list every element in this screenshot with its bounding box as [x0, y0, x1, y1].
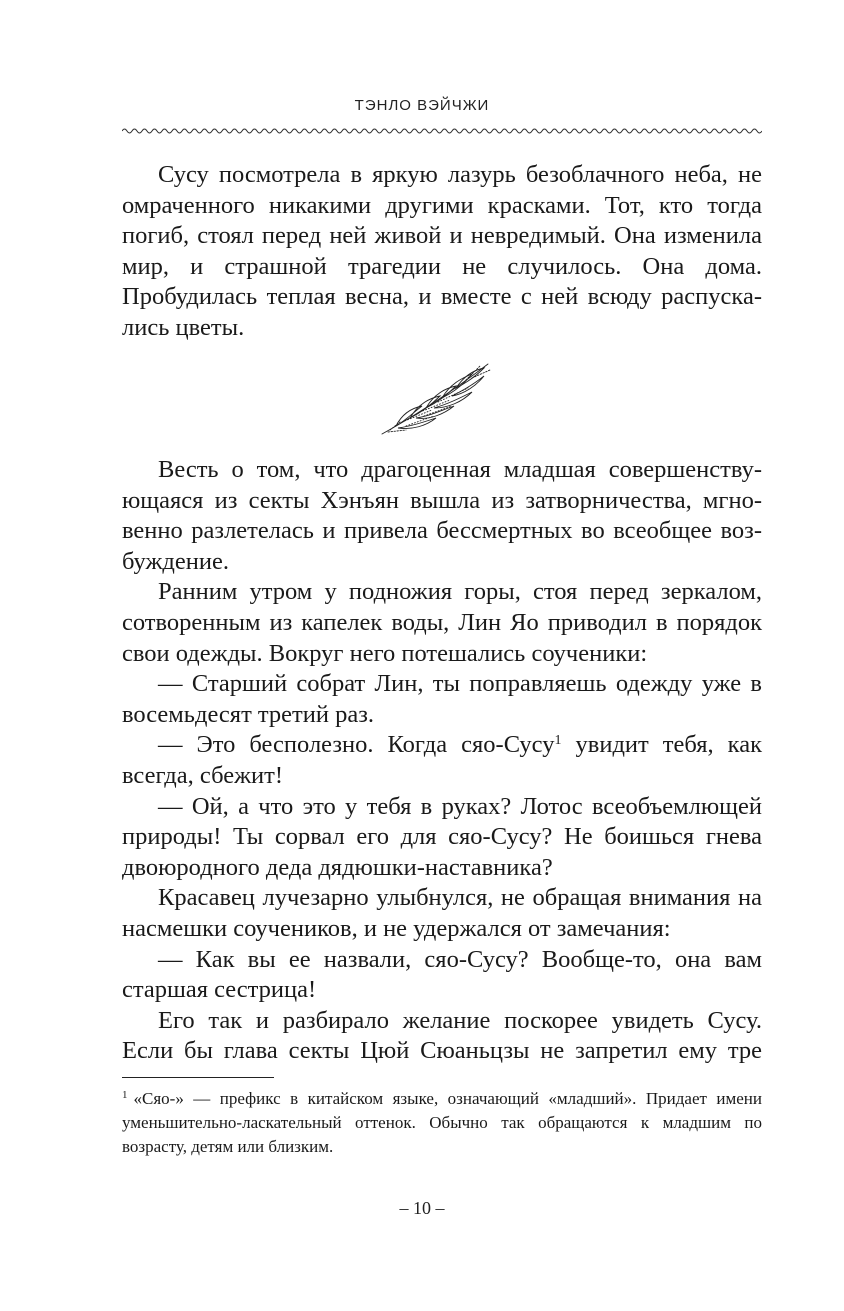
leaf-branch-ornament-icon: [376, 360, 496, 440]
footnote-reference[interactable]: 1: [554, 733, 562, 749]
paragraph-5-start: — Это бесполезно. Когда сяо-Сусу: [158, 731, 555, 759]
text-block-intro: [122, 160, 762, 344]
paragraph-1: Сусу посмотрела в яркую лазурь безоблачного неба, не омраченного никакими другими красками. Тот, кто тогда погиб, стоял перед ней живой и невредимый. Она изменила мир, и страшной трагедии не случилось. Она дома. Пробудилась теплая весна, и вместе с ней всюду распускались цветы.: [122, 161, 762, 341]
text-block-main: [122, 455, 762, 1067]
footnote: [122, 1087, 762, 1159]
paragraph-3: Ранним утром у подножия горы, стоя перед зеркалом, сотворенным из капелек воды, Лин Яо приводил в порядок свои одежды. Вокруг него потешались соученики:: [122, 578, 762, 667]
paragraph-5-end: увидит тебя, как всегда, сбежит!: [122, 731, 762, 789]
running-header: ТЭНЛО ВЭЙЧЖИ: [354, 97, 490, 114]
paragraph-4: — Старший собрат Лин, ты поправляешь одежду уже в восемьдесят третий раз.: [122, 670, 762, 728]
paragraph-6: — Ой, а что это у тебя в руках? Лотос всеобъемлющей природы! Ты сорвал его для сяо-Сусу? Не боишься гнева двоюродного деда дядюшки-наставника?: [122, 792, 762, 881]
page-number: – 10 –: [399, 1198, 445, 1218]
footnote-text: «Сяо-» — префикс в китайском языке, означающий «младший». Придает имени уменьшительно-ласкательный оттенок. Обычно так обращаются к младшим по возрасту, детям или близким.: [122, 1089, 762, 1156]
paragraph-7: Красавец лучезарно улыбнулся, не обращая внимания на насмешки соучеников, и не удержался от замечания:: [122, 884, 762, 942]
footnote-separator: [122, 1077, 274, 1078]
header-wavy-rule: [122, 124, 762, 138]
paragraph-9: Его так и разбирало желание поскорее увидеть Сусу. Если бы глава секты Цюй Сюаньцзы не запретил ему тре: [122, 1006, 762, 1065]
paragraph-5: [122, 730, 762, 791]
paragraph-8: — Как вы ее назвали, сяо-Сусу? Вообще-то, она вам старшая сестрица!: [122, 945, 762, 1004]
footnote-number: 1: [122, 1089, 128, 1101]
paragraph-2: Весть о том, что драгоценная младшая совершенствующаяся из секты Хэнъян вышла из затворничества, мгновенно разлетелась и привела бессмертных во всеобщее возбуждение.: [122, 456, 762, 575]
